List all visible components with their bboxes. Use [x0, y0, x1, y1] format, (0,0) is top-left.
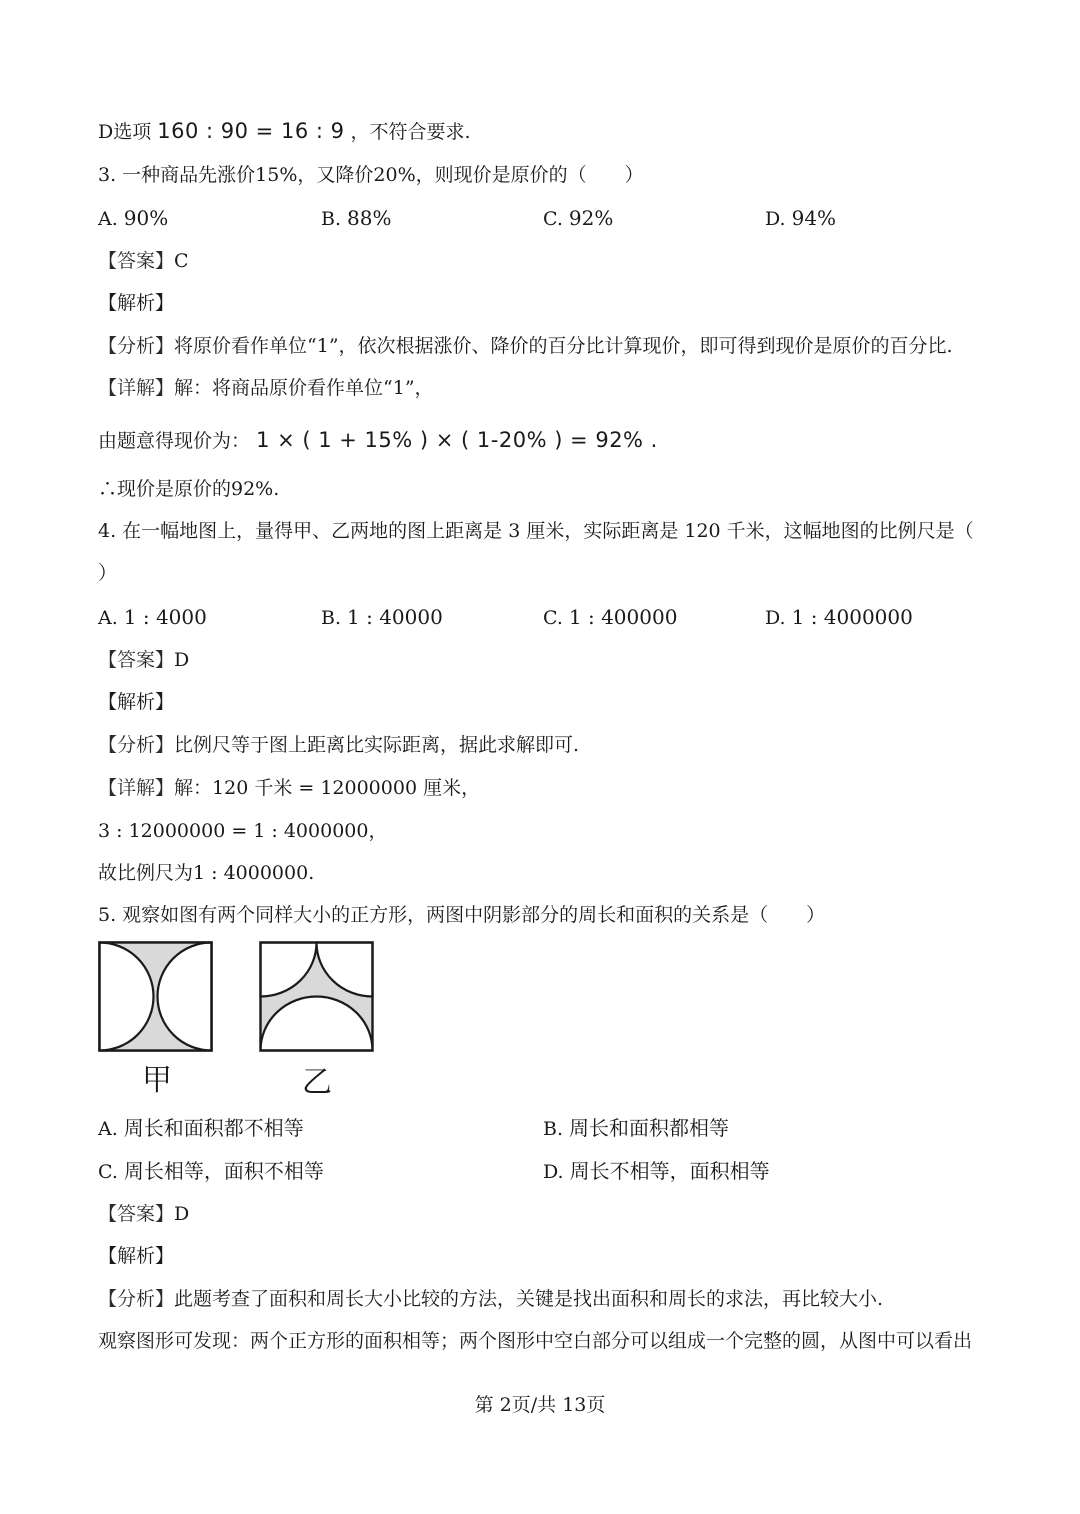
calc-prefix: 由题意得现价为： — [98, 430, 251, 452]
d-option-line — [98, 118, 471, 145]
fenxi-tag: 【分析】 — [98, 734, 175, 756]
xiangjie-text: 解：120 千米 = 12000000 厘米， — [174, 777, 481, 799]
q4-option-c — [543, 604, 677, 631]
q3-jiexi: 【解析】 — [98, 292, 175, 314]
answer-value: D — [174, 1203, 190, 1225]
option-value: 周长不相等，面积相等 — [569, 1159, 770, 1183]
q4-fenxi — [98, 732, 579, 758]
option-value: 1 : 400000 — [568, 605, 678, 629]
q5-jiexi: 【解析】 — [98, 1245, 175, 1267]
q5-option-a — [98, 1115, 304, 1142]
option-letter: C. — [543, 208, 563, 230]
fenxi-tag: 【分析】 — [98, 335, 175, 357]
option-value: 1 : 4000 — [123, 605, 207, 629]
option-value: 94% — [791, 206, 837, 230]
option-letter: C. — [543, 607, 563, 629]
figure-jia-label: 甲 — [142, 1063, 172, 1098]
q4-option-a — [98, 604, 207, 631]
fenxi-text: 比例尺等于图上距离比实际距离，据此求解即可. — [174, 734, 580, 756]
fenxi-tag: 【分析】 — [98, 1288, 175, 1310]
option-letter: D. — [765, 208, 786, 230]
q3-calc — [98, 427, 658, 454]
q5-option-d — [543, 1158, 770, 1185]
option-letter: A. — [98, 607, 118, 629]
d-option-suffix: ，不符合要求. — [350, 121, 471, 143]
option-letter: A. — [98, 1118, 118, 1140]
q3-xiangjie — [98, 375, 434, 401]
option-letter: D. — [543, 1161, 564, 1183]
option-value: 1 : 40000 — [347, 605, 443, 629]
q3-option-c — [543, 205, 613, 232]
option-letter: C. — [98, 1161, 118, 1183]
page-footer: 第 2页/共 13页 — [474, 1394, 606, 1416]
xiangjie-tag: 【详解】 — [98, 777, 175, 799]
q4-xiangjie — [98, 775, 480, 801]
q3-option-b — [321, 205, 391, 232]
xiangjie-text: 解：将商品原价看作单位“1”， — [174, 377, 434, 399]
xiangjie-tag: 【详解】 — [98, 377, 175, 399]
d-option-prefix: D选项 — [98, 121, 152, 143]
q4-stem-line2: ） — [98, 562, 118, 584]
q5-option-c — [98, 1158, 324, 1185]
q4-answer — [98, 647, 189, 673]
q4-jiexi: 【解析】 — [98, 691, 175, 713]
option-value: 88% — [347, 206, 392, 230]
q5-observe: 观察图形可发现：两个正方形的面积相等；两个图形中空白部分可以组成一个完整的圆，从图中可以看出 — [98, 1330, 973, 1352]
option-value: 周长相等，面积不相等 — [123, 1159, 324, 1183]
q4-stem-line1: 4. 在一幅地图上，量得甲、乙两地的图上距离是 3 厘米，实际距离是 120 千米，这幅地图的比例尺是（ — [98, 520, 974, 542]
option-letter: B. — [543, 1118, 564, 1140]
option-letter: A. — [98, 208, 118, 230]
figure-yi-label: 乙 — [302, 1065, 332, 1100]
fenxi-text: 此题考查了面积和周长大小比较的方法，关键是找出面积和周长的求法，再比较大小. — [174, 1288, 884, 1310]
option-value: 1 : 4000000 — [791, 605, 913, 629]
figure-jia — [98, 941, 214, 1053]
q5-answer — [98, 1201, 189, 1227]
q5-fenxi — [98, 1286, 883, 1312]
q3-answer — [98, 248, 189, 274]
q3-option-a — [98, 205, 168, 232]
answer-value: C — [174, 250, 189, 272]
q4-option-d — [765, 604, 913, 631]
option-value: 周长和面积都不相等 — [123, 1116, 304, 1140]
q4-conclusion: 故比例尺为1 : 4000000. — [98, 862, 315, 884]
figure-yi — [259, 941, 375, 1053]
q3-fenxi — [98, 333, 953, 359]
option-value: 92% — [568, 206, 614, 230]
q3-stem: 3. 一种商品先涨价15%，又降价20%，则现价是原价的（ ） — [98, 164, 644, 186]
answer-tag: 【答案】 — [98, 649, 175, 671]
q4-option-b — [321, 604, 443, 631]
q3-option-d — [765, 205, 836, 232]
d-option-math: 160 : 90 = 16 : 9 — [157, 119, 345, 143]
option-letter: B. — [321, 607, 342, 629]
option-letter: D. — [765, 607, 786, 629]
q4-calc: 3 : 12000000 = 1 : 4000000， — [98, 820, 388, 842]
q3-conclusion: ∴现价是原价的92%. — [98, 478, 280, 500]
answer-tag: 【答案】 — [98, 250, 175, 272]
calc-math: 1 × ( 1 + 15% ) × ( 1-20% ) = 92% . — [256, 428, 658, 452]
q5-stem: 5. 观察如图有两个同样大小的正方形，两图中阴影部分的周长和面积的关系是（ ） — [98, 904, 826, 926]
answer-tag: 【答案】 — [98, 1203, 175, 1225]
option-value: 90% — [123, 206, 169, 230]
option-letter: B. — [321, 208, 342, 230]
option-value: 周长和面积都相等 — [569, 1116, 730, 1140]
answer-value: D — [174, 649, 190, 671]
fenxi-text: 将原价看作单位“1”，依次根据涨价、降价的百分比计算现价，即可得到现价是原价的百分比. — [174, 335, 953, 357]
q5-option-b — [543, 1115, 729, 1142]
